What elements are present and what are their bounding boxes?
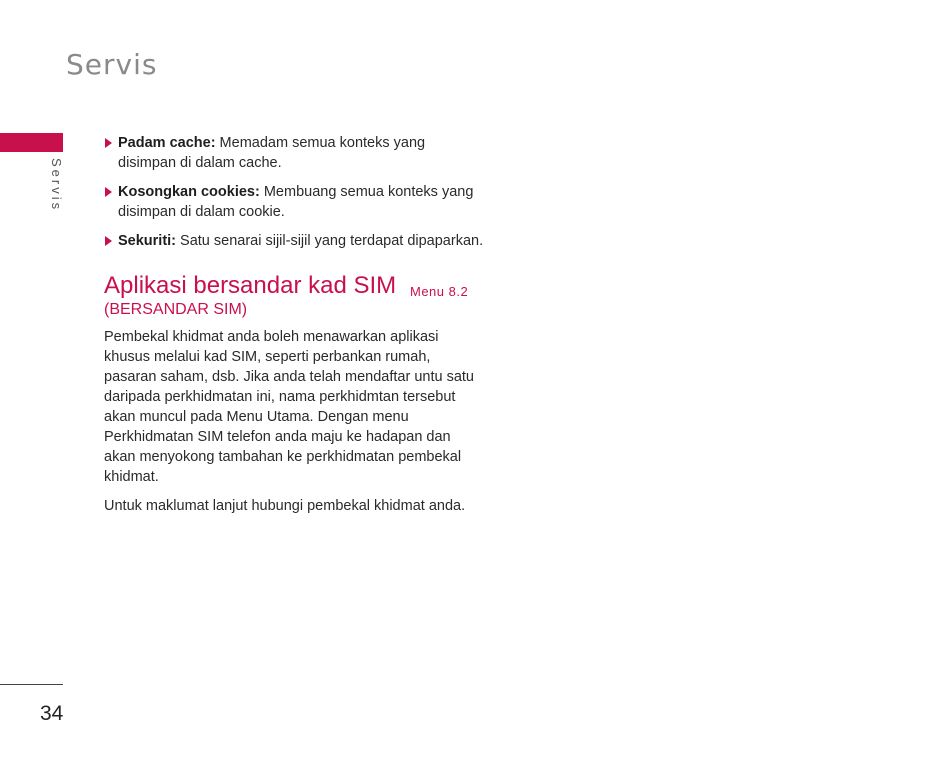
list-item — [104, 133, 484, 173]
footer-divider — [0, 684, 63, 685]
main-content — [104, 133, 484, 525]
section-heading-row — [104, 272, 484, 300]
menu-reference: Menu 8.2 — [410, 284, 469, 299]
triangle-bullet-icon — [105, 138, 112, 148]
list-item — [104, 231, 484, 251]
page-title: Servis — [66, 48, 158, 81]
bullet-term: Sekuriti: — [118, 233, 177, 249]
section-heading: Aplikasi bersandar kad SIM — [104, 272, 397, 299]
bullet-term: Kosongkan cookies: — [118, 184, 260, 200]
list-item — [104, 182, 484, 222]
bullet-text: Membuang semua konteks yang disimpan di dalam cookie. — [118, 184, 474, 220]
bullet-text: Memadam semua konteks yang disimpan di dalam cache. — [118, 135, 426, 171]
triangle-bullet-icon — [105, 236, 112, 246]
section-subheading: (BERSANDAR SIM) — [104, 301, 248, 318]
bullet-term: Padam cache: — [118, 135, 216, 151]
body-paragraph: Pembekal khidmat anda boleh menawarkan aplikasi khusus melalui kad SIM, seperti perbankan rumah, pasaran saham, dsb. Jika anda telah mendaftar untu satu daripada perkhidmatan ini, nama perkhidmtan tersebut akan muncul pada Menu Utama. Dengan menu Perkhidmatan SIM telefon anda maju ke hadapan dan akan menyokong tambahan ke perkhidmatan pembekal khidmat. — [104, 329, 474, 485]
bullet-text: Satu senarai sijil-sijil yang terdapat dipaparkan. — [176, 233, 484, 249]
section-side-label: Servis — [49, 158, 64, 213]
page-number: 34 — [40, 702, 64, 725]
body-paragraph: Untuk maklumat lanjut hubungi pembekal khidmat anda. — [104, 498, 466, 514]
section-tab-marker — [0, 133, 63, 152]
triangle-bullet-icon — [105, 187, 112, 197]
